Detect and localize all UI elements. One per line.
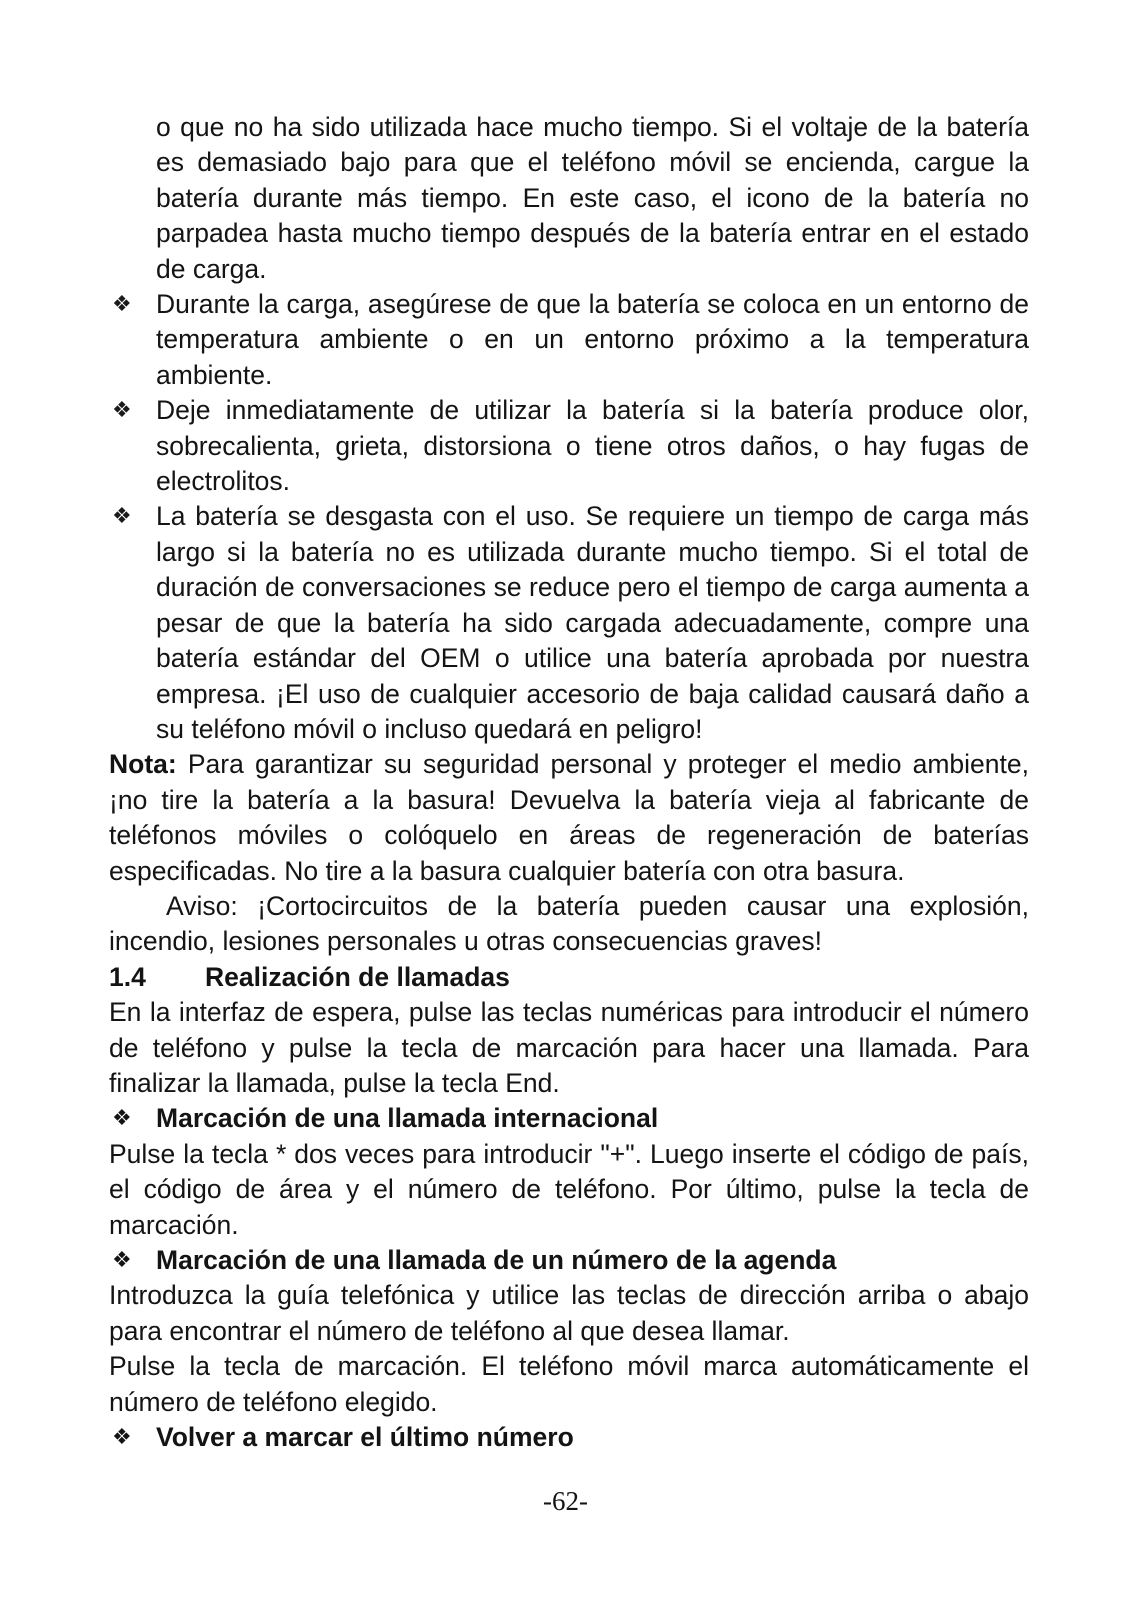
subsection-heading [109,1243,1029,1278]
page-number: -62- [543,1486,588,1516]
diamond-bullet-icon: ❖ [112,398,132,424]
section-heading [109,960,1029,995]
bullet-text: Deje inmediatamente de utilizar la batería si la batería produce olor, sobrecalienta, grieta, distorsiona o tiene otros daños, o hay fugas de electrolitos. [156,395,1029,497]
section-number: 1.4 [109,961,146,992]
section-intro: En la interfaz de espera, pulse las teclas numéricas para introducir el número de teléfono y pulse la tecla de marcación para hacer una llamada. Para finalizar la llamada, pulse la tecla End. [109,997,1029,1098]
bullet-text: La batería se desgasta con el uso. Se requiere un tiempo de carga más largo si la batería no es utilizada durante mucho tiempo. Si el total de duración de conversaciones se reduce pero el tiempo de carga aumenta a pesar de que la batería ha sido cargada adecuadamente, compre una batería estándar del OEM o utilice una batería aprobada por nuestra empresa. ¡El uso de cualquier accesorio de baja calidad causará daño a su teléfono móvil o incluso quedará en peligro! [156,501,1029,744]
note-text: Para garantizar su seguridad personal y proteger el medio ambiente, ¡no tire la batería a la basura! Devuelva la batería vieja al fabricante de teléfonos móviles o colóquelo en áreas de regeneración de baterías especificadas. No tire a la basura cualquier batería con otra basura. [109,749,1029,886]
page-content [109,110,1029,1455]
subsection-paragraph: Introduzca la guía telefónica y utilice las teclas de dirección arriba o abajo para encontrar el número de teléfono al que desea llamar. [109,1280,1029,1346]
subsection-paragraph: Pulse la tecla de marcación. El teléfono móvil marca automáticamente el número de teléfono elegido. [109,1351,1029,1417]
bullet-text: Durante la carga, asegúrese de que la batería se coloca en un entorno de temperatura ambiente o en un entorno próximo a la temperatura ambiente. [156,289,1029,390]
subsection-heading [109,1420,1029,1455]
subsection-title: Marcación de una llamada internacional [156,1103,659,1134]
warning-paragraph: Aviso: ¡Cortocircuitos de la batería pueden causar una explosión, incendio, lesiones personales u otras consecuencias graves! [109,890,1029,957]
subsection-paragraph: Pulse la tecla * dos veces para introducir "+". Luego inserte el código de país, el código de área y el número de teléfono. Por último, pulse la tecla de marcación. [109,1138,1029,1240]
bullet-item [109,393,1029,499]
bullet-item [109,499,1029,747]
diamond-bullet-icon: ❖ [112,292,132,318]
bullet-item [109,287,1029,393]
diamond-bullet-icon: ❖ [112,1106,132,1132]
diamond-bullet-icon: ❖ [112,504,132,530]
diamond-bullet-icon: ❖ [112,1248,132,1273]
subsection-title: Marcación de una llamada de un número de la agenda [156,1245,837,1275]
subsection-title: Volver a marcar el último número [156,1422,574,1453]
subsection-heading [109,1101,1029,1136]
section-title: Realización de llamadas [205,961,510,992]
note-label: Nota: [109,749,177,780]
continuation-paragraph: o que no ha sido utilizada hace mucho tiempo. Si el voltaje de la batería es demasiado bajo para que el teléfono móvil se encienda, cargue la batería durante más tiempo. En este caso, el icono de la batería no parpadea hasta mucho tiempo después de la batería entrar en el estado de carga. [156,112,1029,284]
note-paragraph [109,747,1029,889]
diamond-bullet-icon: ❖ [112,1425,132,1451]
